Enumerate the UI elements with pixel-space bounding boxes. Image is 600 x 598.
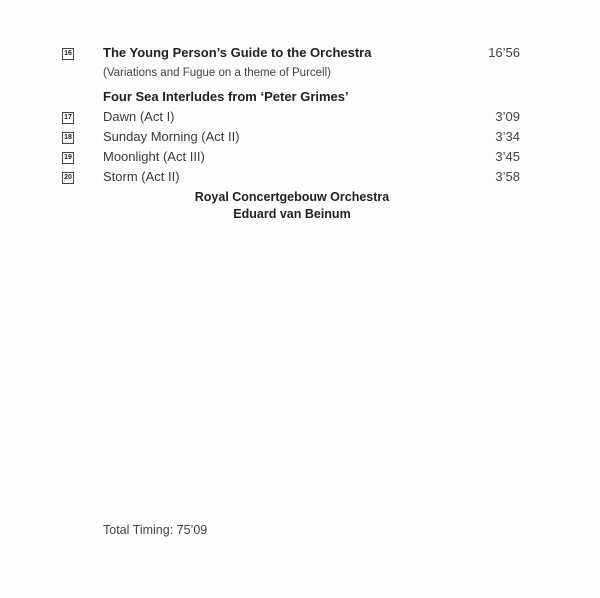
track-row bbox=[0, 129, 600, 149]
track-number-box: 20 bbox=[62, 172, 74, 184]
track-row bbox=[0, 169, 600, 189]
track-title: Moonlight (Act III) bbox=[103, 149, 205, 164]
track-title: The Young Person’s Guide to the Orchestra bbox=[103, 45, 372, 60]
track-number-box: 17 bbox=[62, 112, 74, 124]
track-number-box: 16 bbox=[62, 48, 74, 60]
track-timing: 3’34 bbox=[495, 129, 520, 144]
track-timing: 3’45 bbox=[495, 149, 520, 164]
orchestra-name: Royal Concertgebouw Orchestra bbox=[194, 190, 390, 204]
track-number-box: 18 bbox=[62, 132, 74, 144]
track-row bbox=[0, 45, 600, 65]
track-title: Sunday Morning (Act II) bbox=[103, 129, 240, 144]
track-timing: 3’58 bbox=[495, 169, 520, 184]
conductor-credit bbox=[0, 206, 600, 222]
track-timing: 16’56 bbox=[488, 45, 520, 60]
conductor-name: Eduard van Beinum bbox=[233, 207, 351, 221]
track-timing: 3’09 bbox=[495, 109, 520, 124]
section-heading: Four Sea Interludes from ‘Peter Grimes’ bbox=[103, 89, 349, 104]
track-title: Storm (Act II) bbox=[103, 169, 180, 184]
track-number-box: 19 bbox=[62, 152, 74, 164]
total-timing: Total Timing: 75’09 bbox=[103, 523, 208, 537]
track-row bbox=[0, 109, 600, 129]
track-title: Dawn (Act I) bbox=[103, 109, 175, 124]
orchestra-credit bbox=[0, 189, 600, 205]
track-row bbox=[0, 149, 600, 169]
track-subtitle: (Variations and Fugue on a theme of Purcell) bbox=[103, 67, 331, 79]
